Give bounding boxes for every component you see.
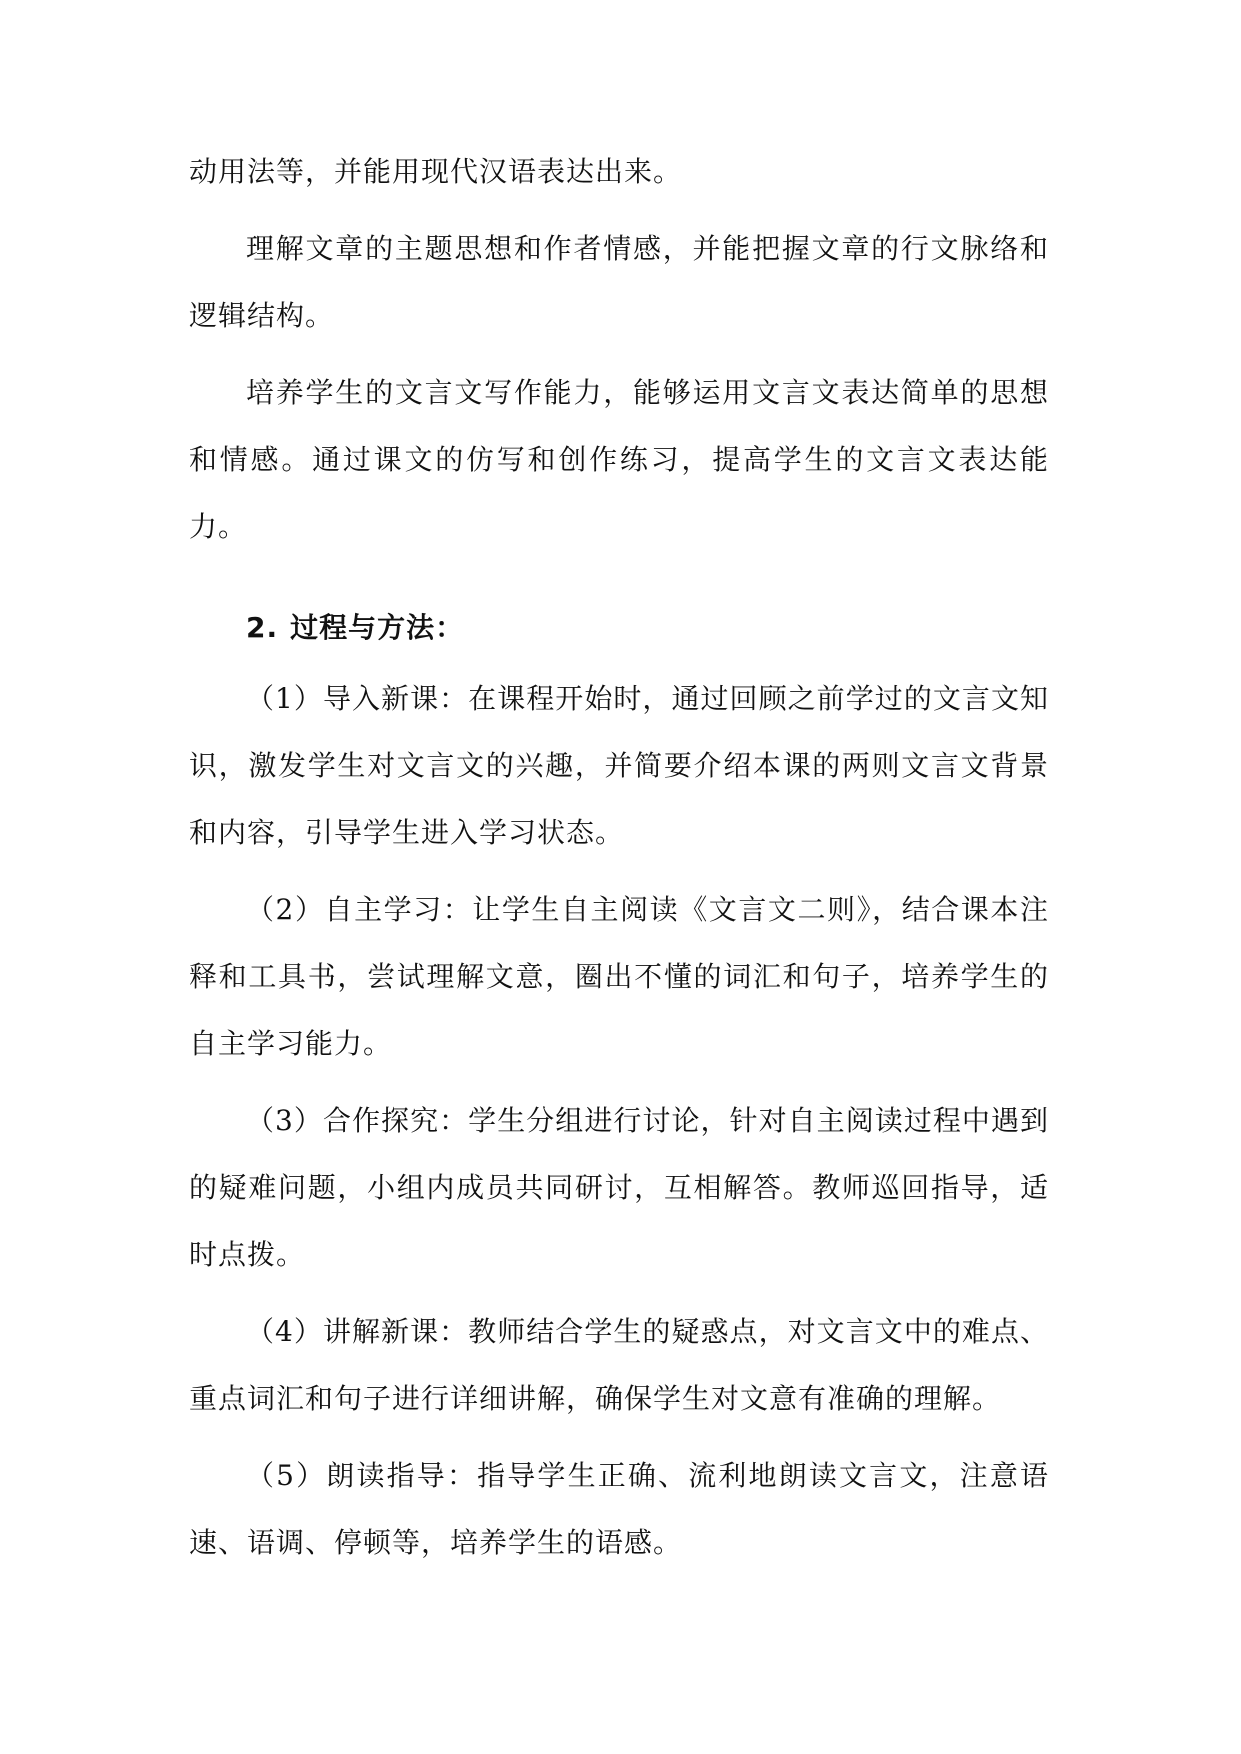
section-heading [189,594,1049,661]
step-item: （1）导入新课：在课程开始时，通过回顾之前学过的文言文知识，激发学生对文言文的兴趣，并简要介绍本课的两则文言文背景和内容，引导学生进入学习状态。 [189,682,1049,849]
section-title: 过程与方法： [290,611,465,644]
step-item: （2）自主学习：让学生自主阅读《文言文二则》，结合课本注释和工具书，尝试理解文意，圈出不懂的词汇和句子，培养学生的自主学习能力。 [189,893,1049,1060]
step-item: （5）朗读指导：指导学生正确、流利地朗读文言文，注意语速、语调、停顿等，培养学生的语感。 [189,1459,1049,1559]
step-item: （3）合作探究：学生分组进行讨论，针对自主阅读过程中遇到的疑难问题，小组内成员共同研讨，互相解答。教师巡回指导，适时点拨。 [189,1104,1049,1271]
paragraph-continuation: 动用法等，并能用现代汉语表达出来。 [189,155,683,188]
paragraph-writing: 培养学生的文言文写作能力，能够运用文言文表达简单的思想和情感。通过课文的仿写和创作练习，提高学生的文言文表达能力。 [189,376,1049,543]
step-item: （4）讲解新课：教师结合学生的疑惑点，对文言文中的难点、重点词汇和句子进行详细讲解，确保学生对文意有准确的理解。 [189,1315,1049,1415]
paragraph-theme: 理解文章的主题思想和作者情感，并能把握文章的行文脉络和逻辑结构。 [189,232,1049,332]
section-number: 2. [246,611,279,644]
document-body [189,138,1049,1576]
